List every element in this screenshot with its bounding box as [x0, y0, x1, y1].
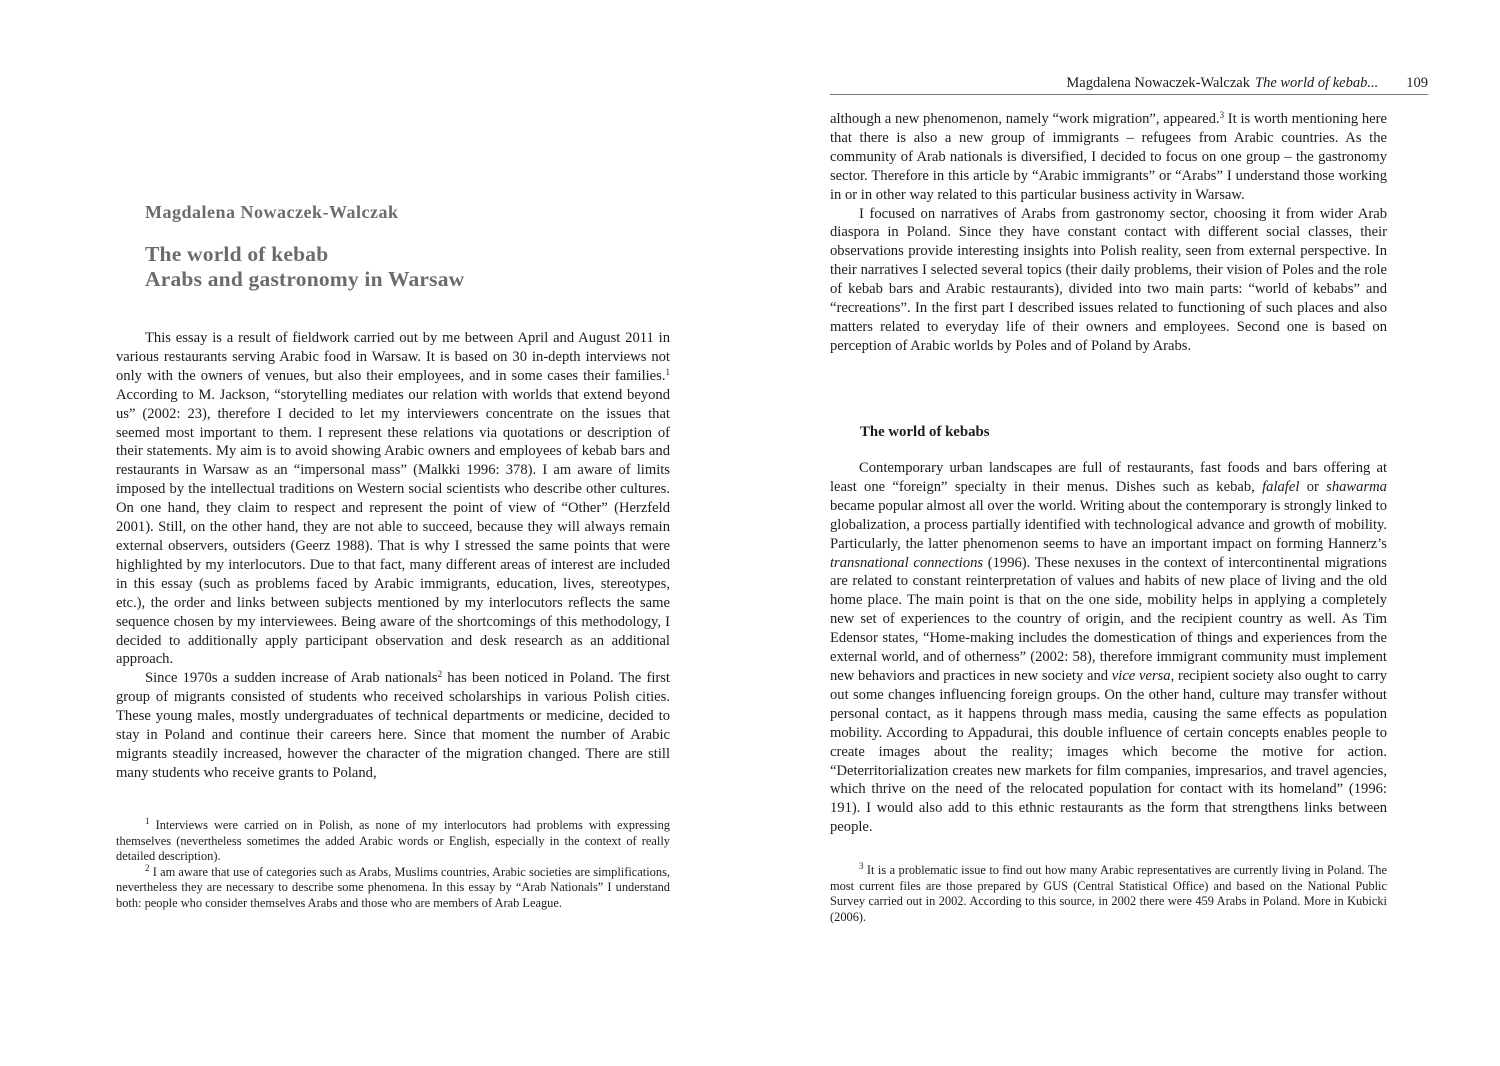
right-page: [750, 0, 1500, 1066]
article-author: Magdalena Nowaczek-Walczak: [145, 202, 399, 222]
text-run: Since 1970s a sudden increase of Arab nationals: [145, 670, 438, 687]
text-run: became popular almost all over the world. Writing about the contemporary is strongly linked to globalization, a process partially identified with technological advance and growth of mobility. Particularly, the latter phenomenon seems to have an important impact on forming Hannerz’s: [830, 497, 1387, 552]
running-head-title: The world of kebab...: [1255, 75, 1379, 91]
italic-term: falafel: [1262, 478, 1300, 495]
article-title-line-1: The world of kebab: [145, 242, 329, 266]
footnote-text: It is a problematic issue to find out how many Arabic representatives are currently living in Poland. The most current files are those prepared by GUS (Central Statistical Office) and based on the National Public Survey carried out in 2002. According to this source, in 2002 there were 459 Arabs in Poland. More in Kubicki (2006).: [830, 863, 1387, 924]
left-footnotes: [116, 818, 670, 912]
footnote-ref: 1: [665, 366, 670, 377]
text-run: It is worth mentioning here that there is also a new group of immigrants – refugees from Arabic countries. As the community of Arab nationals is diversified, I decided to focus on one group – the gastronomy sector. Therefore in this article by “Arabic immigrants” or “Arabs” I understand those working in or in other way related to this particular business activity in Warsaw.: [830, 111, 1387, 203]
text-run: has been noticed in Poland. The first group of migrants consisted of students who received scholarships in various Polish cities. These young males, mostly undergraduates of technical departments or medicine, decided to stay in Poland and continue their careers here. Since that moment the number of Arabic migrants steadily increased, however the character of the migration changed. There are still many students who receive grants to Poland,: [116, 670, 670, 781]
text-run: although a new phenomenon, namely “work migration”, appeared.: [830, 111, 1220, 127]
italic-term: shawarma: [1326, 478, 1387, 495]
page-number: 109: [1406, 75, 1428, 91]
paragraph: [830, 459, 1387, 837]
section-heading-block: [830, 423, 1387, 441]
footnote-ref: 2: [437, 669, 443, 680]
text-run: This essay is a result of fieldwork carried out by me between April and August 2011 in various restaurants serving Arabic food in Warsaw. It is based on 30 in-depth interviews not only with the owners of venues, but also their employees, and in some cases their families.: [116, 330, 670, 384]
left-body-text: [116, 329, 670, 783]
footnote: [116, 818, 670, 865]
right-footnotes: [830, 863, 1387, 925]
italic-term: transnational connections: [830, 554, 984, 571]
footnote: [830, 863, 1387, 925]
footnote-number: 3: [859, 861, 864, 871]
right-body-text-top: [830, 110, 1387, 356]
paragraph: I focused on narratives of Arabs from gastronomy sector, choosing it from wider Arab diaspora in Poland. Since they have constant contact with different social classes, their observations provide interesting insights into Polish reality, seen from external perspective. In their narratives I selected several topics (their daily problems, their vision of Poles and the role of kebab bars and Arabic restaurants), divided into two main parts: “world of kebabs” and “recreations”. In the first part I described issues related to functioning of such places and also matters related to everyday life of their owners and employees. Second one is based on perception of Arabic worlds by Poles and of Poland by Arabs.: [830, 205, 1387, 354]
text-run: According to M. Jackson, “storytelling mediates our relation with worlds that extend beyond us” (2002: 23), therefore I decided to let my interviewers concentrate on the issues that seemed most important to them. I represent these relations via quotations or description of their statements. My aim is to avoid showing Arabic owners and employees of kebab bars and restaurants in Warsaw as an “impersonal mass” (Malkki 1996: 378). I am aware of limits imposed by the intellectual traditions on Western social scientists who describe other cultures. On one hand, they claim to respect and represent the point of view of “Other” (Herzfeld 2001). Still, on the other hand, they are not able to succeed, because they will always remain external observers, outsiders (Geerz 1988). That is why I stressed the same points that were highlighted by my interlocutors. Due to that fact, many different areas of interest are included in this essay (such as problems faced by Arabic immigrants, education, lives, stereotypes, etc.), the order and links between subjects mentioned by my interlocutors reflects the same sequence chosen by my interviewees. Being aware of the shortcomings of this methodology, I decided to additionally apply participant observation and desk research as an additional approach.: [116, 386, 670, 668]
footnote-ref: 3: [1219, 110, 1225, 120]
right-body-text-section: [830, 459, 1387, 837]
text-run: Contemporary urban landscapes are full of restaurants, fast foods and bars offering at least one “foreign” specialty in their menus. Dishes such as kebab,: [830, 460, 1387, 495]
article-title: [145, 242, 670, 292]
article-subtitle-line: Arabs and gastronomy in Warsaw: [145, 267, 465, 291]
italic-term: vice versa: [1111, 667, 1171, 684]
paragraph: [830, 110, 1387, 205]
paragraph: [116, 669, 670, 782]
running-head: [830, 73, 1428, 95]
footnote-number: 2: [145, 862, 150, 873]
running-head-author: Magdalena Nowaczek-Walczak: [1066, 75, 1250, 91]
text-run: or: [1299, 478, 1327, 495]
footnote: [116, 862, 670, 912]
section-heading: The world of kebabs: [860, 424, 990, 440]
footnote-text: I am aware that use of categories such as Arabs, Muslims countries, Arabic societies are simplifications, nevertheless they are necessary to describe some phenomena. In this essay by “Arab Nationals” I understand both: people who consider themselves Arabs and those who are members of Arab League.: [116, 864, 670, 910]
text-run: , recipient society also ought to carry out some changes influencing foreign groups. On the other hand, culture may transfer without personal contact, as it happens through mass media, causing the same effects as population mobility. According to Appadurai, this double influence of certain concepts enables people to create images about the reality; images which become the motive for action. “Deterritorialization creates new markets for film companies, impresarios, and travel agencies, which thrive on the need of the relocated population for contact with its homeland” (1996: 191). I would also add to this ethnic restaurants as the form that strengthens links between people.: [830, 667, 1387, 836]
footnote-number: 1: [145, 816, 150, 826]
paragraph: [116, 329, 670, 669]
text-run: (1996). These nexuses in the context of intercontinental migrations are related to constant reinterpretation of values and habits of new place of living and the old home place. The main point is that on the one side, mobility helps in applying a completely new set of experiences to the country of origin, and the recipient country as well. As Tim Edensor states, “Home-making includes the domestication of things and experiences from the external world, and of otherness” (2002: 58), therefore immigrant community must implement new behaviors and practices in new society and: [830, 554, 1387, 684]
footnote-text: Interviews were carried on in Polish, as none of my interlocutors had problems with expressing themselves (nevertheless sometimes the added Arabic words or English, especially in the context of really detailed description).: [116, 818, 670, 864]
